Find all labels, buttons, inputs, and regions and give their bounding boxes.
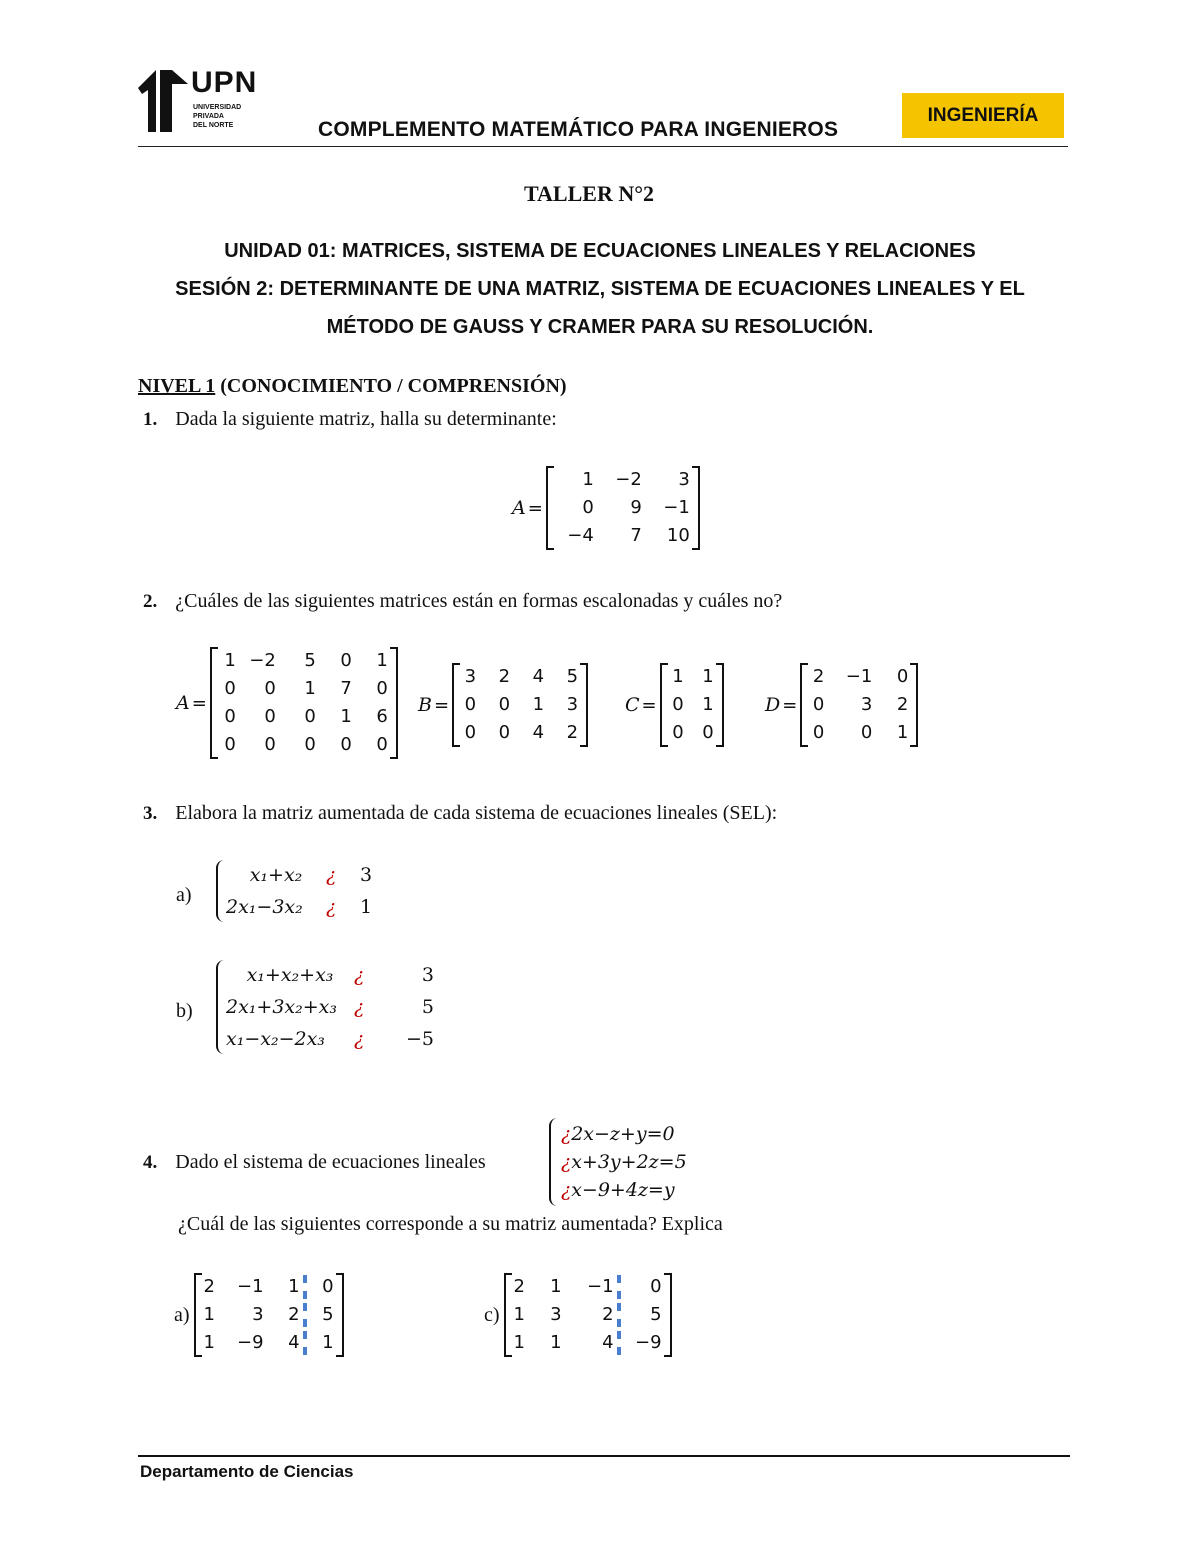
q4-option-c: c) 2 1 −1 0 1 3 2 5 1 1 4 −9 bbox=[484, 1273, 672, 1357]
q4-question: ¿Cuál de las siguientes corresponde a su matriz aumentada? Explica bbox=[178, 1213, 723, 1235]
ingenieria-badge: INGENIERÍA bbox=[902, 93, 1064, 138]
question-4: 4. Dado el sistema de ecuaciones lineales bbox=[143, 1151, 486, 1173]
question-1: 1. Dada la siguiente matriz, halla su determinante: bbox=[143, 408, 557, 430]
level-heading: NIVEL 1 (CONOCIMIENTO / COMPRENSIÓN) bbox=[138, 375, 567, 397]
upn-logo bbox=[138, 66, 258, 135]
question-3: 3. Elabora la matriz aumentada de cada sistema de ecuaciones lineales (SEL): bbox=[143, 802, 778, 824]
q3-b-system: x₁+x₂+x₃ ¿ 3 2x₁+3x₂+x₃ ¿ 5 x₁−x₂−2x₃ ¿ −5 bbox=[216, 960, 434, 1054]
q2-matrix-c: C = 1 1 0 1 0 0 bbox=[625, 663, 724, 747]
upn-logo-mark-icon bbox=[138, 70, 188, 132]
q1-matrix: A = 1 −2 3 0 9 −1 −4 7 10 bbox=[512, 466, 700, 550]
question-2: 2. ¿Cuáles de las siguientes matrices están en formas escalonadas y cuáles no? bbox=[143, 590, 783, 612]
q2-matrix-b: B = 3 2 4 5 0 0 1 3 0 0 4 2 bbox=[418, 663, 588, 747]
q3-a-label: a) bbox=[176, 884, 192, 906]
q2-matrix-d: D = 2 −1 0 0 3 2 0 0 1 bbox=[765, 663, 918, 747]
logo-text: UPN bbox=[191, 66, 258, 99]
q4-system: ¿2x−z+y=0 ¿x+3y+2z=5 ¿x−9+4z=y bbox=[549, 1118, 687, 1206]
header-rule bbox=[138, 146, 1068, 147]
unit-heading: UNIDAD 01: MATRICES, SISTEMA DE ECUACIONES LINEALES Y RELACIONES SESIÓN 2: DETERMINANTE DE UNA MATRIZ, SISTEMA DE ECUACIONES LINEALES Y EL MÉTODO DE GAUSS Y CRAMER PARA SU RESOLUCIÓN. bbox=[175, 240, 1025, 338]
page-title: TALLER N°2 bbox=[524, 181, 655, 206]
footer-rule bbox=[138, 1455, 1070, 1457]
q4-option-a: a) 2 −1 1 0 1 3 2 5 1 −9 4 1 bbox=[174, 1273, 344, 1357]
logo-subtext: UNIVERSIDAD PRIVADA DEL NORTE bbox=[193, 104, 242, 129]
footer-text: Departamento de Ciencias bbox=[140, 1462, 354, 1481]
course-title: COMPLEMENTO MATEMÁTICO PARA INGENIEROS bbox=[318, 118, 839, 141]
q2-matrix-a: A = 1 −2 5 0 1 0 0 1 7 0 0 0 0 1 6 0 0 0 0 0 bbox=[176, 647, 398, 759]
q3-b-label: b) bbox=[176, 1000, 193, 1022]
q3-a-system: x₁+x₂ ¿ 3 2x₁−3x₂ ¿ 1 bbox=[216, 860, 390, 922]
